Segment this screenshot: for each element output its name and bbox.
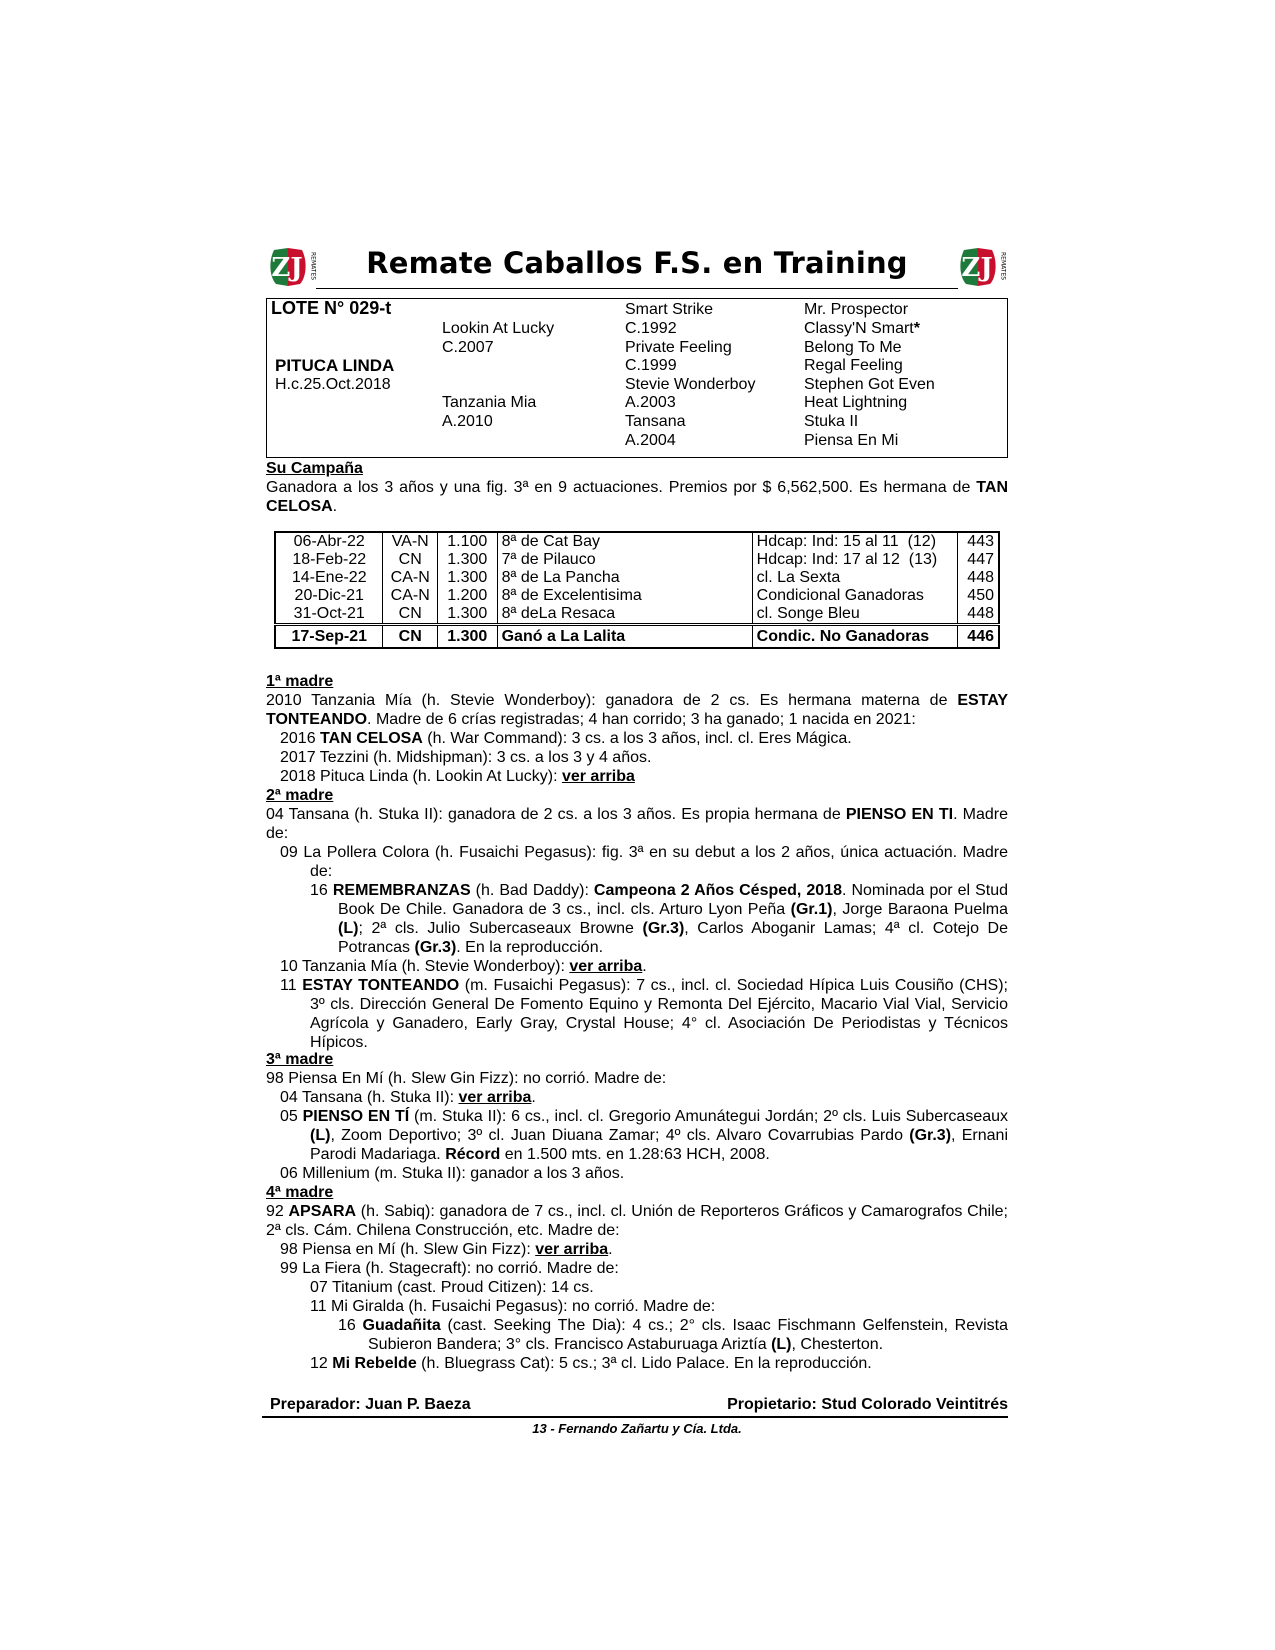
list-item: 12 Mi Rebelde (h. Bluegrass Cat): 5 cs.; 3ª cl. Lido Palace. En la reproducción.	[310, 1355, 872, 1372]
race-row: 18-Feb-22 CN 1.300 7ª de Pilauco Hdcap: Ind: 17 al 12 (13) 447	[275, 551, 999, 569]
gen3-7: Piensa En Mi	[804, 432, 899, 449]
list-item: 07 Titanium (cast. Proud Citizen): 14 cs.	[310, 1279, 594, 1296]
svg-text:ZJ: ZJ	[271, 253, 303, 283]
list-item: 98 Piensa en Mí (h. Slew Gin Fizz): ver arriba.	[280, 1241, 613, 1258]
campaign-text: Ganadora a los 3 años y una fig. 3ª en 9 actuaciones. Premios por $ 6,562,500. Es hermana de TAN CELOSA.	[266, 479, 1008, 515]
races-table	[274, 531, 1000, 649]
page-title: Remate Caballos F.S. en Training	[366, 246, 908, 280]
list-item: 16 REMEMBRANZAS (h. Bad Daddy): Campeona 2 Años Césped, 2018. Nominada por el Stud Book De Chile. Ganadora de 3 cs., incl. cls. Arturo Lyon Peña (Gr.1), Jorge Baraona Puelma (L); 2ª cls. Julio Subercaseaux Browne (Gr.3), Carlos Aboganir Lamas; 4ª cl. Cotejo De Potrancas (Gr.3). En la reproducción.	[310, 882, 1009, 956]
gen2-1: C.1992	[625, 320, 677, 337]
lot-number: LOTE N° 029-t	[271, 298, 392, 318]
first-dam-text: 2010 Tanzania Mía (h. Stevie Wonderboy): ganadora de 2 cs. Es hermana materna de ESTAY TONTEANDO. Madre de 6 crías registradas; 4 han corrido; 3 ha ganado; 1 nacida en 2021:	[266, 692, 1008, 728]
campaign-heading: Su Campaña	[266, 460, 363, 477]
list-item: 04 Tansana (h. Stuka II): ver arriba.	[280, 1089, 536, 1106]
second-dam-heading: 2ª madre	[266, 787, 334, 804]
list-item: 06 Millenium (m. Stuka II): ganador a los 3 años.	[280, 1165, 625, 1182]
header	[266, 244, 1008, 292]
pedigree-box	[266, 298, 1008, 458]
race-row: 31-Oct-21 CN 1.300 8ª deLa Resaca cl. Songe Bleu 448	[275, 605, 999, 625]
gen3-4: Stephen Got Even	[804, 376, 935, 393]
gen3-0: Mr. Prospector	[804, 301, 909, 318]
race-row: 20-Dic-21 CA-N 1.200 8ª de Excelentisima Condicional Ganadoras 450	[275, 587, 999, 605]
fourth-dam-text: 92 APSARA (h. Sabiq): ganadora de 7 cs., incl. cl. Unión de Reporteros Gráficos y Camarografos Chile; 2ª cls. Cám. Chilena Construcción, etc. Madre de:	[266, 1203, 1008, 1239]
gen2-5: A.2003	[625, 394, 676, 411]
footer-note: 13 - Fernando Zañartu y Cía. Ltda.	[532, 1421, 742, 1436]
sire-name: Lookin At Lucky	[442, 320, 555, 337]
gen2-3: C.1999	[625, 357, 677, 374]
logo-left-icon	[266, 244, 318, 290]
horse-info: H.c.25.Oct.2018	[275, 376, 391, 393]
third-dam-heading: 3ª madre	[266, 1051, 334, 1068]
gen3-2: Belong To Me	[804, 339, 902, 356]
gen3-3: Regal Feeling	[804, 357, 903, 374]
list-item: 2018 Pituca Linda (h. Lookin At Lucky): ver arriba	[280, 768, 635, 785]
gen3-5: Heat Lightning	[804, 394, 908, 411]
gen2-4: Stevie Wonderboy	[625, 376, 756, 393]
trainer: Preparador: Juan P. Baeza	[270, 1396, 471, 1413]
campaign-section	[266, 459, 1008, 516]
list-item: 11 ESTAY TONTEANDO (m. Fusaichi Pegasus): 7 cs., incl. cl. Sociedad Hípica Luis Cousiño (CHS); 3º cls. Dirección General De Fomento Equino y Remonta Del Ejército, Macario Vial Vial, Servicio Agrícola y Ganadero, Early Gray, Crystal House; 4° cl. Asociación De Periodistas y Técnicos Hípicos.	[280, 977, 1009, 1051]
list-item: 11 Mi Giralda (h. Fusaichi Pegasus): no corrió. Madre de:	[310, 1298, 716, 1315]
header-rule	[316, 288, 958, 289]
gen2-6: Tansana	[625, 413, 686, 430]
win-race-row: 17-Sep-21 CN 1.300 Ganó a La Lalita Condic. No Ganadoras 446	[275, 625, 999, 649]
sire-info: C.2007	[442, 339, 494, 356]
dam-name: Tanzania Mia	[442, 394, 537, 411]
gen3-6: Stuka II	[804, 413, 859, 430]
third-dam-text: 98 Piensa En Mí (h. Slew Gin Fizz): no corrió. Madre de:	[266, 1070, 667, 1087]
first-dam-section	[266, 672, 1008, 786]
race-row: 14-Ene-22 CA-N 1.300 8ª de La Pancha cl. La Sexta 448	[275, 569, 999, 587]
list-item: 2016 TAN CELOSA (h. War Command): 3 cs. a los 3 años, incl. cl. Eres Mágica.	[280, 730, 852, 747]
svg-text:REMATES: REMATES	[309, 252, 317, 281]
list-item: 2017 Tezzini (h. Midshipman): 3 cs. a los 3 y 4 años.	[280, 749, 652, 766]
horse-name: PITUCA LINDA	[275, 356, 395, 375]
fourth-dam-section	[266, 1183, 1008, 1373]
list-item: 09 La Pollera Colora (h. Fusaichi Pegasus): fig. 3ª en su debut a los 2 años, única actuación. Madre de:	[280, 844, 1008, 880]
dam-info: A.2010	[442, 413, 493, 430]
second-dam-section	[266, 786, 1008, 1052]
gen3-1: Classy'N Smart*	[804, 320, 920, 337]
svg-text:REMATES: REMATES	[999, 252, 1007, 281]
logo-right-icon	[956, 244, 1008, 290]
list-item: 99 La Fiera (h. Stagecraft): no corrió. Madre de:	[280, 1260, 619, 1277]
list-item: 16 Guadañita (cast. Seeking The Dia): 4 cs.; 2° cls. Isaac Fischmann Gelfenstein, Revista Subieron Bandera; 3° cls. Francisco Astaburuaga Ariztía (L), Chesterton.	[338, 1317, 1008, 1353]
third-dam-section	[266, 1050, 1008, 1183]
gen2-2: Private Feeling	[625, 339, 732, 356]
gen2-0: Smart Strike	[625, 301, 714, 318]
race-row: 06-Abr-22 VA-N 1.100 8ª de Cat Bay Hdcap: Ind: 15 al 11 (12) 443	[275, 532, 999, 551]
list-item: 05 PIENSO EN TÍ (m. Stuka II): 6 cs., incl. cl. Gregorio Amunátegui Jordán; 2º cls. Luis Subercaseaux (L), Zoom Deportivo; 3º cl. Juan Diuana Zamar; 4º cls. Alvaro Covarrubias Pardo (Gr.3), Ernani Parodi Madariaga. Récord en 1.500 mts. en 1.28:63 HCH, 2008.	[280, 1108, 1009, 1163]
first-dam-heading: 1ª madre	[266, 673, 334, 690]
list-item: 10 Tanzania Mía (h. Stevie Wonderboy): ver arriba.	[280, 958, 647, 975]
second-dam-text: 04 Tansana (h. Stuka II): ganadora de 2 cs. a los 3 años. Es propia hermana de PIENSO EN TI. Madre de:	[266, 806, 1008, 842]
owner: Propietario: Stud Colorado Veintitrés	[727, 1396, 1008, 1413]
svg-text:ZJ: ZJ	[961, 253, 993, 283]
fourth-dam-heading: 4ª madre	[266, 1184, 334, 1201]
footer-rule	[262, 1416, 1008, 1418]
gen2-7: A.2004	[625, 432, 676, 449]
